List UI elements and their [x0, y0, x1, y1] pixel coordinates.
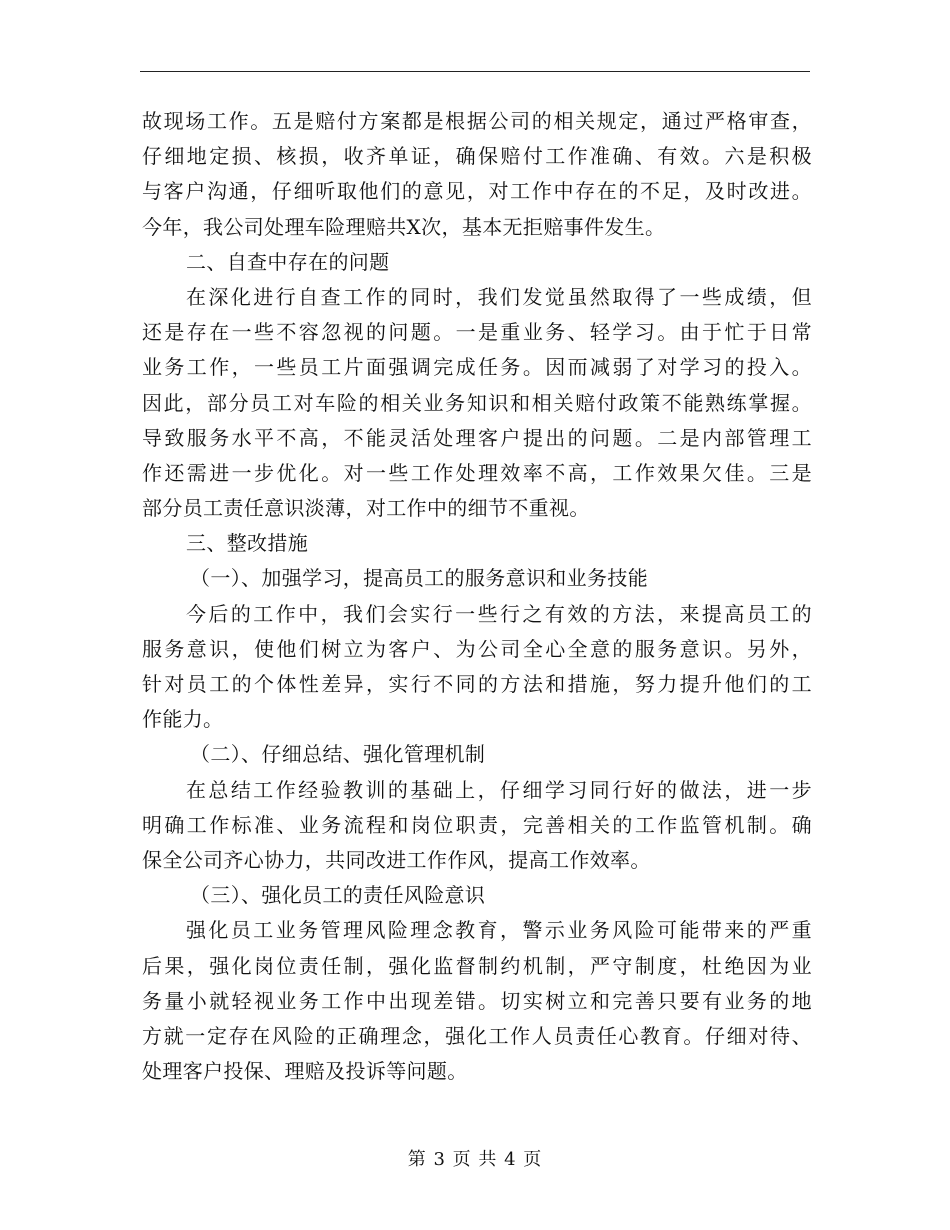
paragraph-line: 故现场工作。五是赔付方案都是根据公司的相关规定，通过严格审查，	[142, 109, 812, 133]
paragraph-line: 作能力。	[142, 707, 224, 732]
paragraph-line: 在深化进行自查工作的同时，我们发觉虽然取得了一些成绩，但	[186, 284, 812, 309]
paragraph-line: 明确工作标准、业务流程和岗位职责，完善相关的工作监管机制。确	[142, 812, 812, 837]
paragraph-line: 处理客户投保、理赔及投诉等问题。	[142, 1059, 468, 1084]
subsection-heading: （一）、加强学习，提高员工的服务意识和业务技能	[190, 566, 649, 591]
subsection-heading: （三）、强化员工的责任风险意识	[190, 883, 486, 908]
document-body	[142, 104, 812, 1089]
paragraph-line: 针对员工的个体性差异，实行不同的方法和措施，努力提升他们的工	[142, 672, 812, 696]
paragraph-line: 还是存在一些不容忽视的问题。一是重业务、轻学习。由于忙于日常	[142, 320, 812, 345]
paragraph-line: 保全公司齐心协力，共同改进工作作风，提高工作效率。	[142, 847, 651, 872]
paragraph-line: 在总结工作经验教训的基础上，仔细学习同行好的做法，进一步	[186, 777, 812, 802]
paragraph-line: 今年，我公司处理车险理赔共X次，基本无拒赔事件发生。	[142, 214, 666, 239]
paragraph-line: 方就一定存在风险的正确理念，强化工作人员责任心教育。仔细对待、	[142, 1023, 812, 1048]
section-heading: 二、自查中存在的问题	[186, 249, 390, 274]
subsection-heading: （二）、仔细总结、强化管理机制	[190, 742, 486, 767]
header-rule	[140, 71, 810, 72]
paragraph-line: 务量小就轻视业务工作中出现差错。切实树立和完善只要有业务的地	[142, 988, 812, 1013]
section-heading: 三、整改措施	[186, 531, 309, 556]
paragraph-line: 强化员工业务管理风险理念教育，警示业务风险可能带来的严重	[186, 918, 812, 943]
page-number-footer: 第 3 页 共 4 页	[407, 1149, 543, 1170]
paragraph-line: 今后的工作中，我们会实行一些行之有效的方法，来提高员工的	[186, 601, 812, 626]
paragraph-line: 后果，强化岗位责任制，强化监督制约机制，严守制度，杜绝因为业	[142, 953, 812, 978]
paragraph-line: 服务意识，使他们树立为客户、为公司全心全意的服务意识。另外，	[142, 636, 812, 661]
paragraph-line: 业务工作，一些员工片面强调完成任务。因而减弱了对学习的投入。	[142, 355, 812, 380]
paragraph-line: 因此，部分员工对车险的相关业务知识和相关赔付政策不能熟练掌握。	[142, 390, 812, 415]
paragraph-line: 仔细地定损、核损，收齐单证，确保赔付工作准确、有效。六是积极	[142, 144, 812, 169]
paragraph-line: 与客户沟通，仔细听取他们的意见，对工作中存在的不足，及时改进。	[142, 179, 812, 204]
paragraph-line: 导致服务水平不高，不能灵活处理客户提出的问题。二是内部管理工	[142, 425, 812, 450]
paragraph-line: 部分员工责任意识淡薄，对工作中的细节不重视。	[142, 496, 590, 521]
paragraph-line: 作还需进一步优化。对一些工作处理效率不高，工作效果欠佳。三是	[142, 460, 812, 485]
